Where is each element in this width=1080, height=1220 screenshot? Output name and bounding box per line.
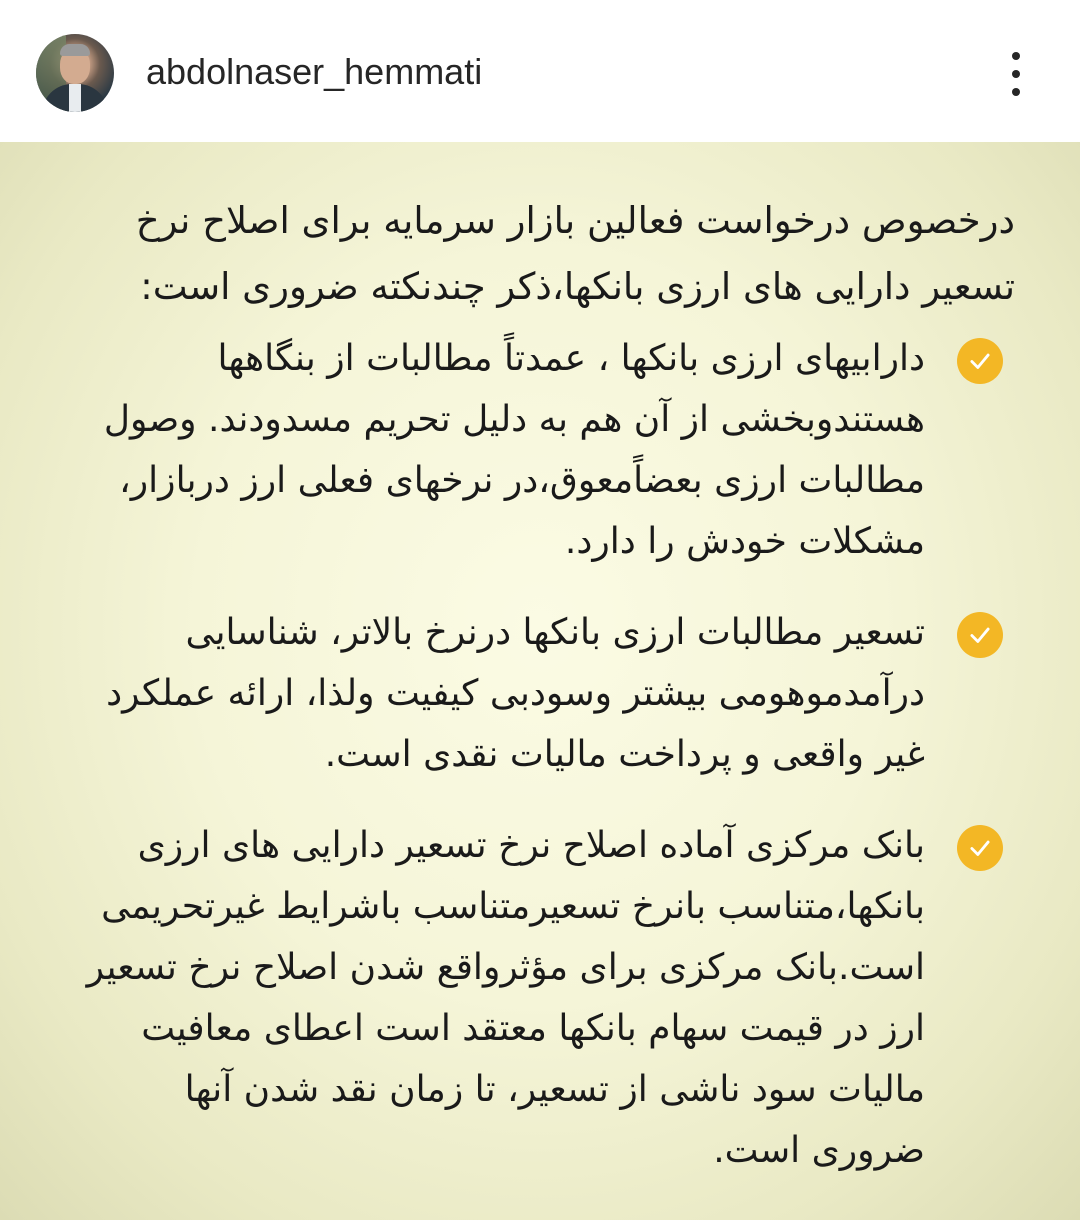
bullet-text: دارابیهای ارزی بانکها ، عمدتاً مطالبات از بنگاهها هستندوبخشی از آن هم به دلیل تحریم مسدودند. وصول مطالبات ارزی بعضاًمعوق،در نرخهای فعلی ارز دربازار، مشکلات خودش را دارد. <box>103 338 925 562</box>
check-circle-icon <box>957 612 1003 658</box>
post-image[interactable] <box>0 142 1080 1220</box>
post-text-block <box>70 188 1015 1181</box>
bullet-item <box>70 328 1015 572</box>
check-circle-icon <box>957 338 1003 384</box>
more-dot <box>1012 52 1020 60</box>
bullet-item <box>70 602 1015 785</box>
check-circle-icon <box>957 825 1003 871</box>
more-dot <box>1012 88 1020 96</box>
more-dot <box>1012 70 1020 78</box>
avatar-shirt <box>69 84 81 112</box>
bullet-item <box>70 815 1015 1181</box>
bullet-text: بانک مرکزی آماده اصلاح نرخ تسعیر دارایی های ارزی بانکها،متناسب بانرخ تسعیرمتناسب باشرایط غیرتحریمی است.بانک مرکزی برای مؤثرواقع شدن اصلاح نرخ تسعیر ارز در قیمت سهام بانکها معتقد است اعطای معافیت مالیات سود ناشی از تسعیر، تا زمان نقد شدن آنها ضروری است. <box>86 825 925 1171</box>
avatar-hair <box>60 44 90 56</box>
username[interactable]: abdolnaser_hemmati <box>146 51 483 92</box>
post-intro: درخصوص درخواست فعالین بازار سرمایه برای اصلاح نرخ تسعیر دارایی های ارزی بانکها،ذکر چندنکته ضروری است: <box>135 199 1015 308</box>
post-header <box>0 0 1080 142</box>
more-vertical-icon[interactable] <box>1000 52 1032 96</box>
avatar[interactable] <box>36 34 114 112</box>
bullet-text: تسعیر مطالبات ارزی بانکها درنرخ بالاتر، شناسایی درآمدموهومی بیشتر وسودبی کیفیت ولذا، ارائه عملکرد غیر واقعی و پرداخت مالیات نقدی است. <box>106 612 925 775</box>
